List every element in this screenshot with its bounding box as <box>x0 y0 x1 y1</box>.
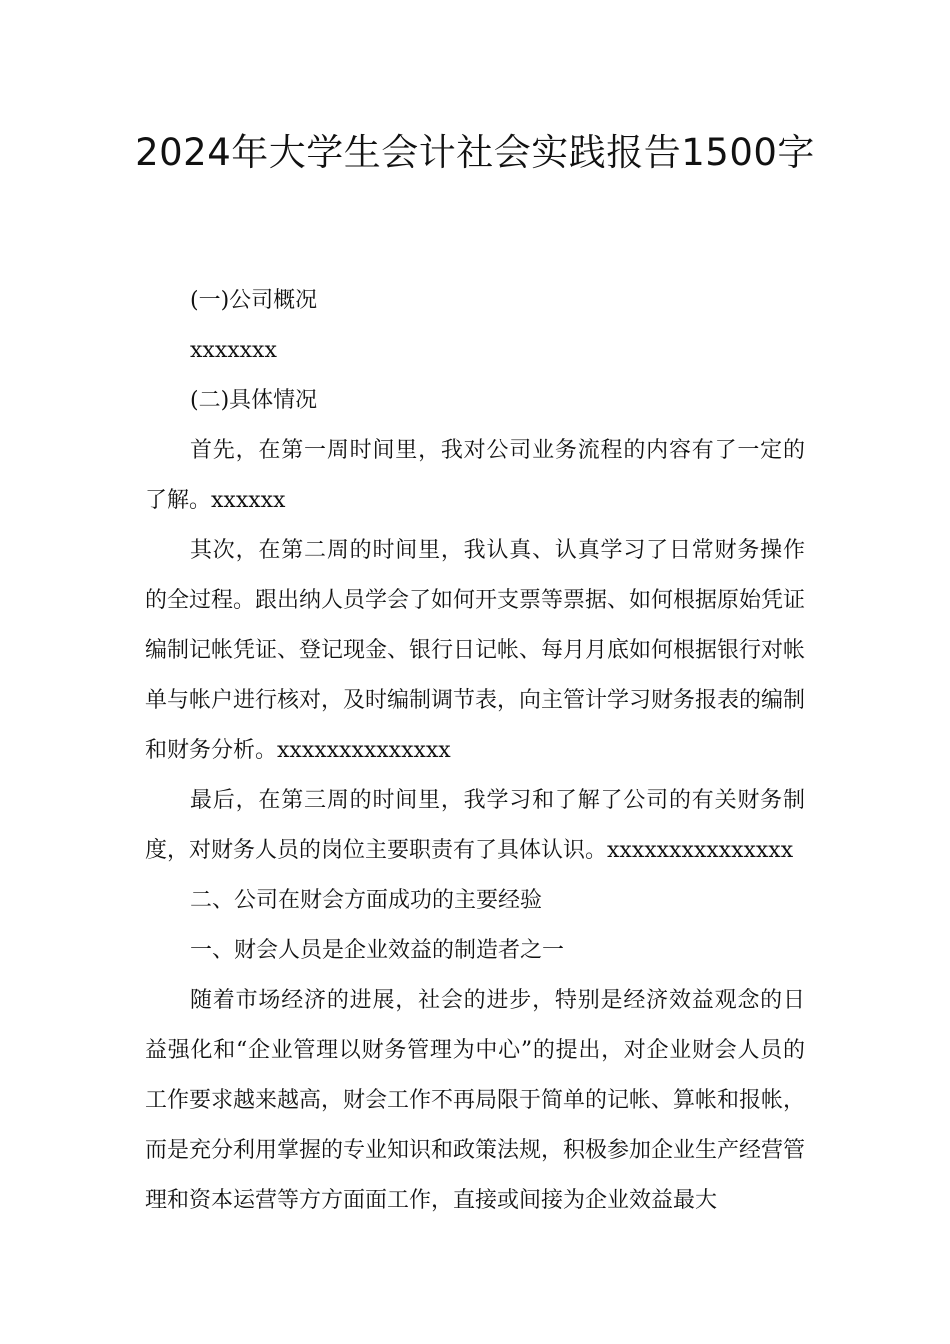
paragraph-second-week: 其次，在第二周的时间里，我认真、认真学习了日常财务操作的全过程。跟出纳人员学会了如何开支票等票据、如何根据原始凭证编制记帐凭证、登记现金、银行日记帐、每月月底如何根据银行对帐单与帐户进行核对，及时编制调节表，向主管计学习财务报表的编制和财务分析。xxxxxxxxxxxxxx <box>145 538 806 763</box>
section-heading-main-experience: 二、公司在财会方面成功的主要经验 <box>190 888 543 913</box>
subsection-heading-accountants: 一、财会人员是企业效益的制造者之一 <box>190 938 565 963</box>
document-body <box>145 276 805 1226</box>
paragraph-first-week: 首先，在第一周时间里，我对公司业务流程的内容有了一定的了解。xxxxxx <box>145 438 805 513</box>
section-heading-specific-situation: (二)具体情况 <box>190 388 318 413</box>
paragraph-market-economy: 随着市场经济的进展，社会的进步，特别是经济效益观念的日益强化和“企业管理以财务管理为中心”的提出，对企业财会人员的工作要求越来越高，财会工作不再局限于简单的记帐、算帐和报帐，而是充分利用掌握的专业知识和政策法规，积极参加企业生产经营管理和资本运营等方方面面工作，直接或间接为企业效益最大 <box>145 988 806 1213</box>
section-heading-company-overview: (一)公司概况 <box>190 288 318 313</box>
document-title: 2024年大学生会计社会实践报告1500字 <box>135 131 815 174</box>
paragraph-third-week: 最后，在第三周的时间里，我学习和了解了公司的有关财务制度，对财务人员的岗位主要职责有了具体认识。xxxxxxxxxxxxxxx <box>145 788 805 863</box>
placeholder-text: xxxxxxx <box>190 338 277 363</box>
